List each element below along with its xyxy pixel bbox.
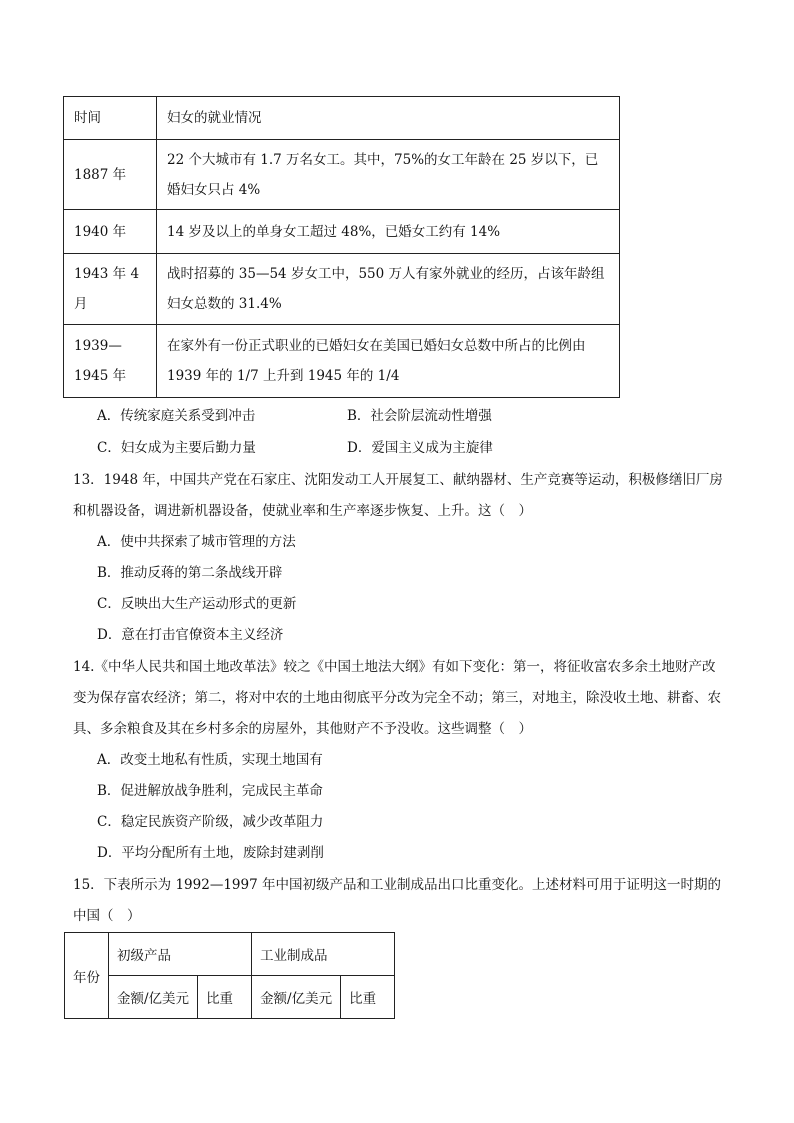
q14-stem: 14.《中华人民共和国土地改革法》较之《中国土地法大纲》有如下变化：第一，将征收富农多余土地财产改变为保存富农经济；第二，将对中农的土地由彻底平分改为完全不动；第三，对地主，除没收土地、耕畜、农具、多余粮食及其在乡村多余的房屋外，其他财产不予没收。这些调整（ ） bbox=[73, 659, 721, 737]
export-share-table bbox=[64, 932, 395, 1019]
table-header-employment: 妇女的就业情况 bbox=[157, 97, 620, 140]
table-header-amount: 金额/亿美元 bbox=[252, 976, 341, 1019]
table-cell-desc: 战时招募的 35—54 岁女工中，550 万人有家外就业的经历，占该年龄组妇女总数的 31.4% bbox=[157, 254, 620, 325]
table-header-amount: 金额/亿美元 bbox=[109, 976, 198, 1019]
q12-option-c[interactable]: C．妇女成为主要后勤力量 bbox=[97, 440, 256, 456]
q14-option-d[interactable]: D．平均分配所有土地，废除封建剥削 bbox=[97, 845, 324, 861]
q14-option-c[interactable]: C．稳定民族资产阶级，减少改革阻力 bbox=[97, 814, 324, 830]
table-header-primary: 初级产品 bbox=[109, 933, 252, 976]
q12-option-a[interactable]: A．传统家庭关系受到冲击 bbox=[97, 408, 256, 424]
table-cell-time: 1940 年 bbox=[64, 210, 157, 254]
table-cell-time: 1943 年 4 月 bbox=[64, 254, 157, 325]
q14-option-a[interactable]: A．改变土地私有性质，实现土地国有 bbox=[97, 752, 323, 768]
q13-option-b[interactable]: B．推动反蒋的第二条战线开辟 bbox=[97, 565, 283, 581]
q13-option-d[interactable]: D．意在打击官僚资本主义经济 bbox=[97, 627, 284, 643]
q13-stem: 13．1948 年，中国共产党在石家庄、沈阳发动工人开展复工、献纳器材、生产竞赛等运动，积极修缮旧厂房和机器设备，调进新机器设备，使就业率和生产率逐步恢复、上升。这（ ） bbox=[73, 472, 723, 519]
q13-option-a[interactable]: A．使中共探索了城市管理的方法 bbox=[97, 534, 296, 550]
women-employment-table bbox=[63, 96, 620, 398]
table-cell-desc: 在家外有一份正式职业的已婚妇女在美国已婚妇女总数中所占的比例由 1939 年的 1/7 上升到 1945 年的 1/4 bbox=[157, 325, 620, 398]
table-cell-desc: 14 岁及以上的单身女工超过 48%，已婚女工约有 14% bbox=[157, 210, 620, 254]
q15-stem: 15．下表所示为 1992—1997 年中国初级产品和工业制成品出口比重变化。上述材料可用于证明这一时期的中国（ ） bbox=[73, 877, 721, 924]
table-header-industrial: 工业制成品 bbox=[252, 933, 395, 976]
table-header-share: 比重 bbox=[341, 976, 395, 1019]
table-cell-desc: 22 个大城市有 1.7 万名女工。其中，75%的女工年龄在 25 岁以下，已婚妇女只占 4% bbox=[157, 140, 620, 210]
table-header-share: 比重 bbox=[198, 976, 252, 1019]
q12-option-d[interactable]: D．爱国主义成为主旋律 bbox=[347, 440, 493, 456]
q13-option-c[interactable]: C．反映出大生产运动形式的更新 bbox=[97, 596, 297, 612]
table-header-time: 时间 bbox=[64, 97, 157, 140]
table-cell-time: 1939—1945 年 bbox=[64, 325, 157, 398]
table-cell-time: 1887 年 bbox=[64, 140, 157, 210]
q12-option-b[interactable]: B．社会阶层流动性增强 bbox=[347, 408, 492, 424]
table-header-year: 年份 bbox=[65, 933, 109, 1019]
q14-option-b[interactable]: B．促进解放战争胜利，完成民主革命 bbox=[97, 783, 323, 799]
